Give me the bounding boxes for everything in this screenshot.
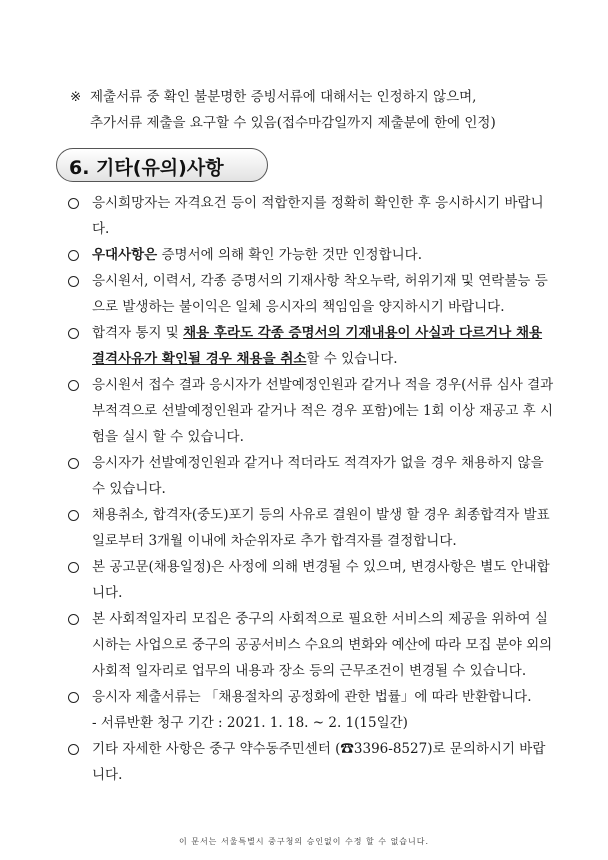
- page-footer: 이 문서는 서울특별시 중구청의 승인없이 수정 할 수 없습니다.: [178, 837, 430, 846]
- list-item: [64, 372, 554, 450]
- circle-bullet-icon: [68, 562, 79, 573]
- item-text: 본 공고문(채용일정)은 사정에 의해 변경될 수 있으며, 변경사항은 별도 안내합니다.: [92, 559, 550, 601]
- reference-mark: ※: [70, 89, 82, 105]
- item-text: 증명서에 의해 확인 가능한 것만 인정합니다.: [157, 247, 422, 263]
- circle-bullet-icon: [68, 614, 79, 625]
- list-item: [64, 502, 554, 554]
- circle-bullet-icon: [68, 198, 79, 209]
- item-text: 본 사회적일자리 모집은 중구의 사회적으로 필요한 서비스의 제공을 위하여 실시하는 사업으로 중구의 공공서비스 수요의 변화와 예산에 따라 모집 분야 외의 사회적 일자리로 업무의 내용과 장소 등의 근무조건이 변경될 수 있습니다.: [92, 611, 553, 679]
- item-text: 응시자 제출서류는 「채용절차의 공정화에 관한 법률」에 따라 반환합니다.: [92, 689, 532, 705]
- section-title: 6. 기타(유의)사항: [69, 157, 224, 179]
- item-text: 기타 자세한 사항은 중구 약수동주민센터 (☎3396-8527)로 문의하시기 바랍니다.: [92, 741, 546, 783]
- circle-bullet-icon: [68, 328, 79, 339]
- section-heading: [56, 148, 268, 182]
- list-item: [64, 606, 554, 684]
- item-text: 응시자가 선발예정인원과 같거나 적더라도 적격자가 없을 경우 채용하지 않을 수 있습니다.: [92, 455, 544, 497]
- list-item: [64, 736, 554, 788]
- item-underlined-text: 채용 후라도 각종 증명서의 기재내용이 사실과 다르거나 채용결격사유가 확인될 경우 채용을 취소: [92, 325, 543, 367]
- item-text-tail: 할 수 있습니다.: [306, 351, 398, 367]
- list-item: [64, 268, 554, 320]
- item-text: 채용취소, 합격자(중도)포기 등의 사유로 결원이 발생 할 경우 최종합격자 발표일로부터 3개월 이내에 차순위자로 추가 합격자를 결정합니다.: [92, 507, 550, 549]
- list-item: [64, 450, 554, 502]
- item-sub-text: - 서류반환 청구 기간 : 2021. 1. 18. ~ 2. 1(15일간): [92, 715, 408, 731]
- notice-remark-line-1: 제출서류 중 확인 불분명한 증빙서류에 대해서는 인정하지 않으며,: [90, 89, 477, 105]
- item-text: 응시원서 접수 결과 응시자가 선발예정인원과 같거나 적을 경우(서류 심사 결과 부적격으로 선발예정인원과 같거나 적은 경우 포함)에는 1회 이상 재공고 후 시험을 실시 할 수 있습니다.: [92, 377, 554, 445]
- notice-list: [64, 190, 554, 788]
- item-text: 합격자 통지 및: [92, 325, 184, 341]
- circle-bullet-icon: [68, 744, 79, 755]
- list-item: [64, 684, 554, 736]
- list-item: [64, 190, 554, 242]
- item-text: 응시희망자는 자격요건 등이 적합한지를 정확히 확인한 후 응시하시기 바랍니다.: [92, 195, 544, 237]
- notice-remark-line-2: 추가서류 제출을 요구할 수 있음(접수마감일까지 제출분에 한에 인정): [90, 115, 496, 131]
- item-text: 응시원서, 이력서, 각종 증명서의 기재사항 착오누락, 허위기재 및 연락불능 등으로 발생하는 불이익은 일체 응시자의 책임임을 양지하시기 바랍니다.: [92, 273, 548, 315]
- circle-bullet-icon: [68, 380, 79, 391]
- list-item: [64, 554, 554, 606]
- circle-bullet-icon: [68, 276, 79, 287]
- notice-remark: [70, 84, 570, 136]
- item-bold-text: 우대사항은: [92, 247, 158, 263]
- circle-bullet-icon: [68, 250, 79, 261]
- circle-bullet-icon: [68, 692, 79, 703]
- circle-bullet-icon: [68, 510, 79, 521]
- list-item: [64, 320, 554, 372]
- circle-bullet-icon: [68, 458, 79, 469]
- list-item: [64, 242, 554, 268]
